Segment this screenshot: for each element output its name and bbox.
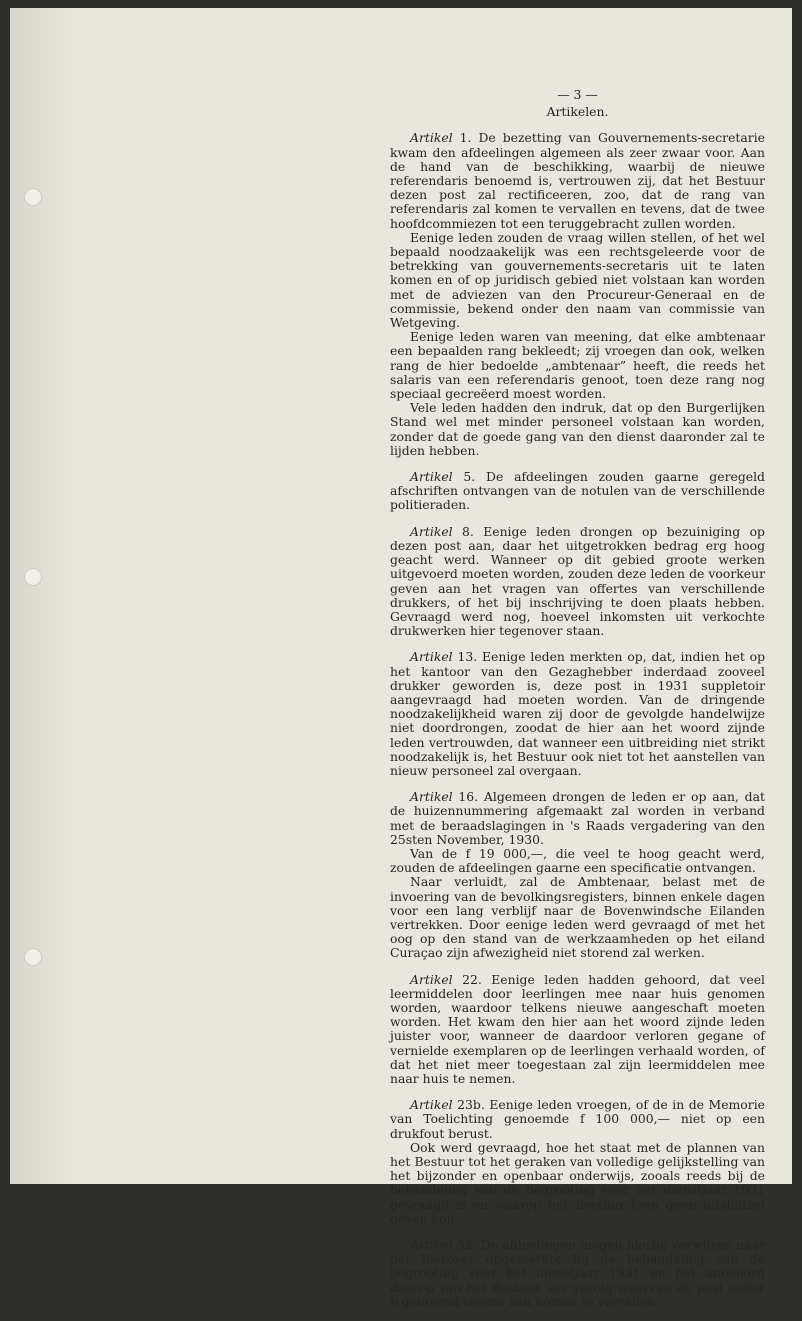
article-section [390,470,765,513]
article-lead: Artikel [410,1237,453,1253]
article-section [390,525,765,639]
punch-holes [24,8,44,1184]
paragraph [390,650,765,778]
article-section [390,650,765,778]
paragraph-text: 1. De bezetting van Gouvernements-secretarie kwam den afdeelingen algemeen als zeer zwaar voor. Aan de hand van de beschikking, waarbij de nieuwe referendaris benoemd is, vertrouwen zij, dat het Bestuur dezen post zal rectificeeren, zoo, dat de rang van referendaris zal komen te vervallen en tevens, dat de twee hoofdcommiezen tot een teruggebracht zullen worden. [390,130,765,231]
paragraph: Naar verluidt, zal de Ambtenaar, belast met de invoering van de bevolkingsregisters, binnen enkele dagen voor een lang verblijf naar de Bovenwindsche Eilanden vertrekken. Door eenige leden werd gevraagd of met het oog op den stand van de werkzaamheden op het eiland Curaçao zijn afwezigheid niet storend zal werken. [390,874,765,961]
paragraph-text: 13. Eenige leden merkten op, dat, indien het op het kantoor van den Gezaghebber inderdaad zooveel drukker geworden is, deze post in 1931 suppletoir aangevraagd had moeten worden. Van de dringende noodzakelijkheid waren zij door de gevolgde handelwijze niet doordrongen, zoodat de hier aan het woord zijnde leden vertrouwden, dat wanneer een uitbreiding niet strikt noodzakelijk is, het Bestuur ook niet tot het aanstellen van nieuw personeel zal overgaan. [390,649,765,778]
paragraph: Ook werd gevraagd, hoe het staat met de plannen van het Bestuur tot het geraken van volledige gelijkstelling van het bijzonder en openbaar onderwijs, zooals reeds bij de behandeling van de begrooting voor het dienstjaar 1931 gevraagd is en waarop het Bestuur toen geen uitsluitsel geven kon. [390,1139,765,1226]
paragraph-text: 8. Eenige leden drongen op bezuiniging op dezen post aan, daar het uitgetrokken bedrag erg hoog geacht werd. Wanneer op dit gebied groote werken uitgevoerd moeten worden, zouden deze leden de voorkeur geven aan het vragen van offertes van verschillende drukkers, of het bij inschrijving te doen plaats hebben. Gevraagd werd nog, hoeveel inkomsten uit verkochte drukwerken hier tegenover staan. [390,523,765,639]
paragraph [390,131,765,230]
paragraph [390,525,765,639]
paragraph: Eenige leden waren van meening, dat elke ambtenaar een bepaalden rang bekleedt; zij vroegen dan ook, welken rang de hier bedoelde „ambtenaar” heeft, die reeds het salaris van een referendaris genoot, toen deze rang nog speciaal gecreëerd moest worden. [390,329,765,402]
paragraph: Van de f 19 000,—, die veel te hoog geacht werd, zouden de afdeelingen gaarne een specificatie ontvangen. [390,845,765,876]
paragraph: Eenige leden zouden de vraag willen stellen, of het wel bepaald noodzaakelijk was een rechtsgeleerde voor de betrekking van gouvernements-secretaris uit te laten komen en of op juridisch gebied niet volstaan kan worden met de adviezen van den Procureur-Generaal en de commissie, bekend onder den naam van commissie van Wetgeving. [390,229,765,331]
paragraph [390,1098,765,1141]
paragraph [390,470,765,513]
paragraph [390,790,765,847]
punch-hole [24,948,42,966]
paragraph: Vele leden hadden den indruk, dat op den Burgerlijken Stand wel met minder personeel volstaan kan worden, zonder dat de goede gang van den dienst daaronder zal te lijden hebben. [390,400,765,458]
document-page [10,8,792,1309]
paragraph-text: 16. Algemeen drongen de leden er op aan, dat de huizennummering afgemaakt zal worden in verband met de beraadslagingen in 's Raads vergadering van den 25sten November, 1930. [390,789,765,847]
paragraph-text: 23b. Eenige leden vroegen, of de in de Memorie van Toelichting genoemde f 100 000,— niet op een drukfout berust. [390,1097,765,1141]
page-heading: Artikelen. [546,104,609,120]
punch-hole [24,568,42,586]
article-section [390,973,765,1087]
paragraph-text: 5. De afdeelingen zouden gaarne geregeld afschriften ontvangen van de notulen van de verschillende politieraden. [390,469,765,513]
paragraph [390,973,765,1087]
binding-margin [10,8,80,1184]
article-section [390,1098,765,1226]
article-section [390,1238,765,1309]
paragraph-text: 22. Eenige leden hadden gehoord, dat veel leermiddelen door leerlingen mee naar huis genomen worden, waardoor telkens nieuwe aangeschaft moeten worden. Het kwam den hier aan het woord zijnde leden juister voor, wanneer de daardoor verloren gegane of vernielde exemplaren op de leerlingen verhaald worden, of dat het niet meer toegestaan zal zijn leermiddelen mee naar huis te nemen. [390,971,765,1086]
article-section [390,131,765,458]
article-lead: Artikel [410,469,453,485]
article-lead: Artikel [410,130,453,146]
article-lead: Artikel [410,1097,453,1113]
article-lead: Artikel [410,649,453,665]
text-column [390,88,765,1321]
paragraph [390,1238,765,1309]
article-section [390,790,765,960]
page-number: — 3 — [557,87,598,102]
article-lead: Artikel [410,971,453,987]
punch-hole [24,188,42,206]
article-lead: Artikel [410,789,453,805]
paragraph-text: 32. De afdeelingen mogen hierbij verwijzen naar het hierover opgemerkte bij de behandeling van de begrooting voor het dienstjaar 1931 en het antwoord daarop van het Bestuur, als gevolg waarvan de post onder b genoemd tevens kan komen te vervallen. [390,1237,765,1309]
article-lead: Artikel [410,523,453,539]
